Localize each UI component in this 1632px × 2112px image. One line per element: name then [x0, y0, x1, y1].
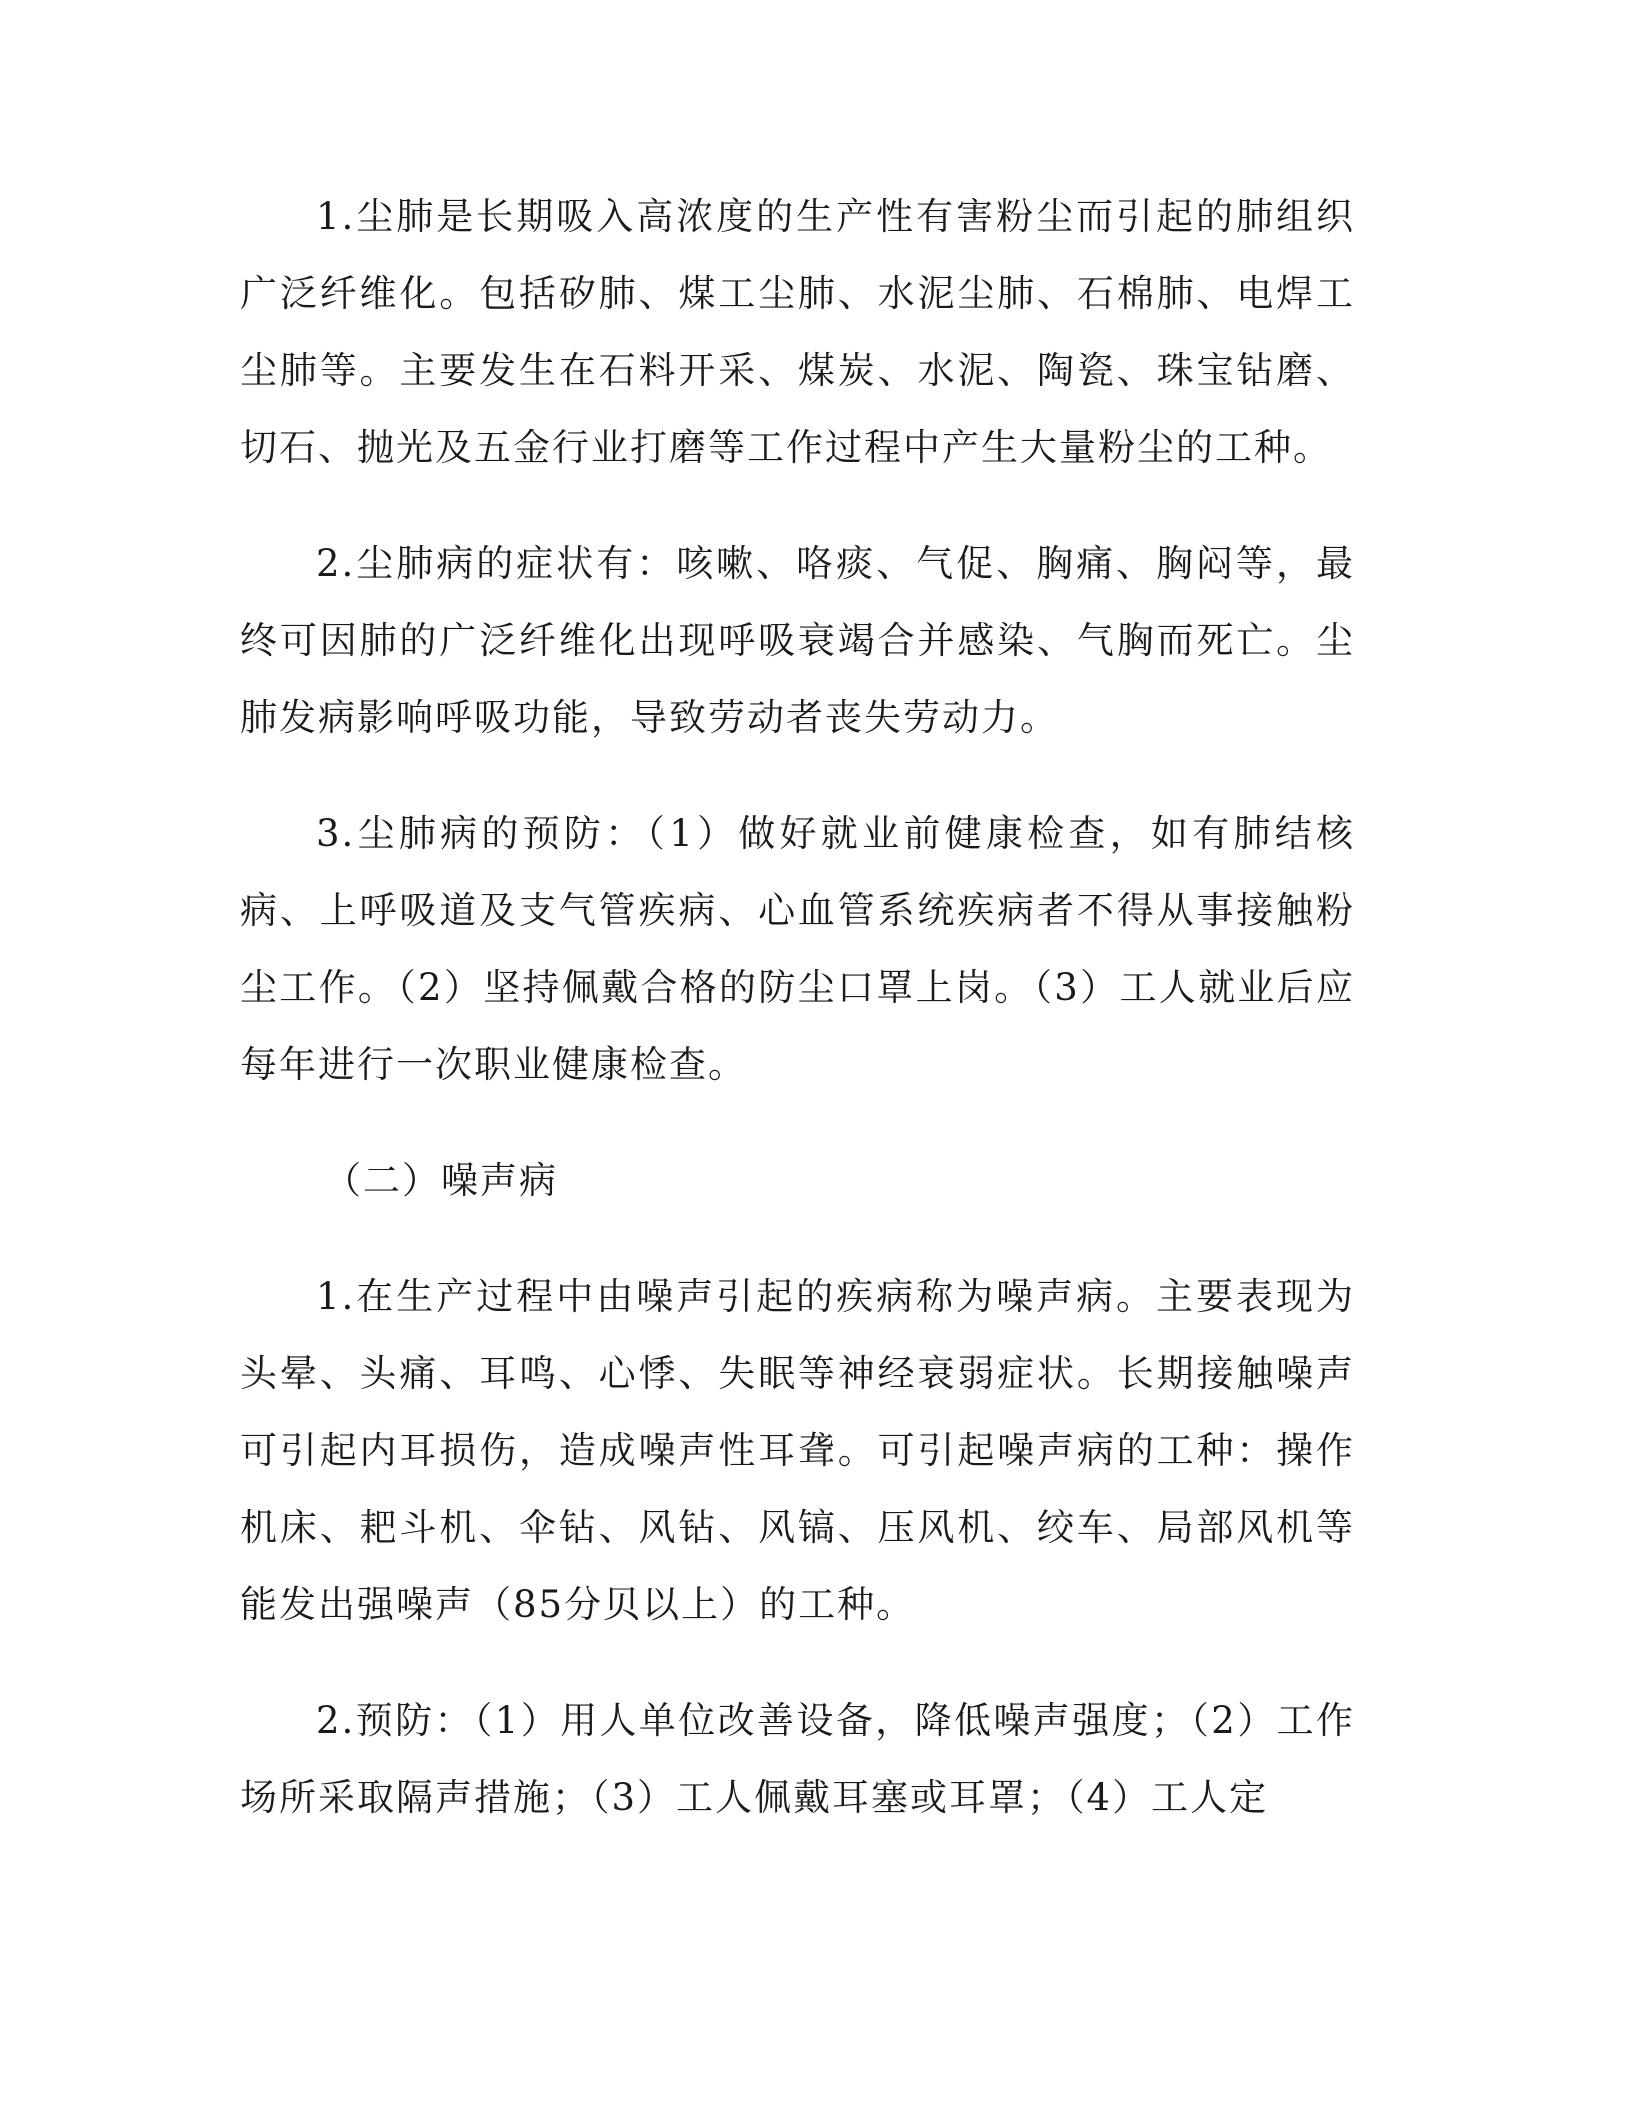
- paragraph-pneumoconiosis-prevention: 3.尘肺病的预防：（1）做好就业前健康检查，如有肺结核病、上呼吸道及支气管疾病、心血管系统疾病者不得从事接触粉尘工作。（2）坚持佩戴合格的防尘口罩上岗。（3）工人就业后应每年进行一次职业健康检查。: [240, 812, 1355, 1086]
- paragraph-noise-disease-definition: 1.在生产过程中由噪声引起的疾病称为噪声病。主要表现为头晕、头痛、耳鸣、心悸、失眠等神经衰弱症状。长期接触噪声可引起内耳损伤，造成噪声性耳聋。可引起噪声病的工种：操作机床、耙斗机、伞钻、风钻、风镐、压风机、绞车、局部风机等能发出强噪声（85分贝以上）的工种。: [240, 1275, 1355, 1626]
- paragraph-pneumoconiosis-symptoms: 2.尘肺病的症状有：咳嗽、咯痰、气促、胸痛、胸闷等，最终可因肺的广泛纤维化出现呼吸衰竭合并感染、气胸而死亡。尘肺发病影响呼吸功能，导致劳动者丧失劳动力。: [240, 542, 1355, 739]
- section-heading-noise-disease: （二）噪声病: [324, 1159, 558, 1202]
- document-body: [240, 178, 1355, 1875]
- paragraph-pneumoconiosis-definition: 1.尘肺是长期吸入高浓度的生产性有害粉尘而引起的肺组织广泛纤维化。包括矽肺、煤工尘肺、水泥尘肺、石棉肺、电焊工尘肺等。主要发生在石料开采、煤炭、水泥、陶瓷、珠宝钻磨、切石、抛光及五金行业打磨等工作过程中产生大量粉尘的工种。: [240, 195, 1355, 469]
- paragraph-noise-disease-prevention: 2.预防：（1）用人单位改善设备，降低噪声强度；（2）工作场所采取隔声措施；（3）工人佩戴耳塞或耳罩；（4）工人定: [240, 1699, 1355, 1819]
